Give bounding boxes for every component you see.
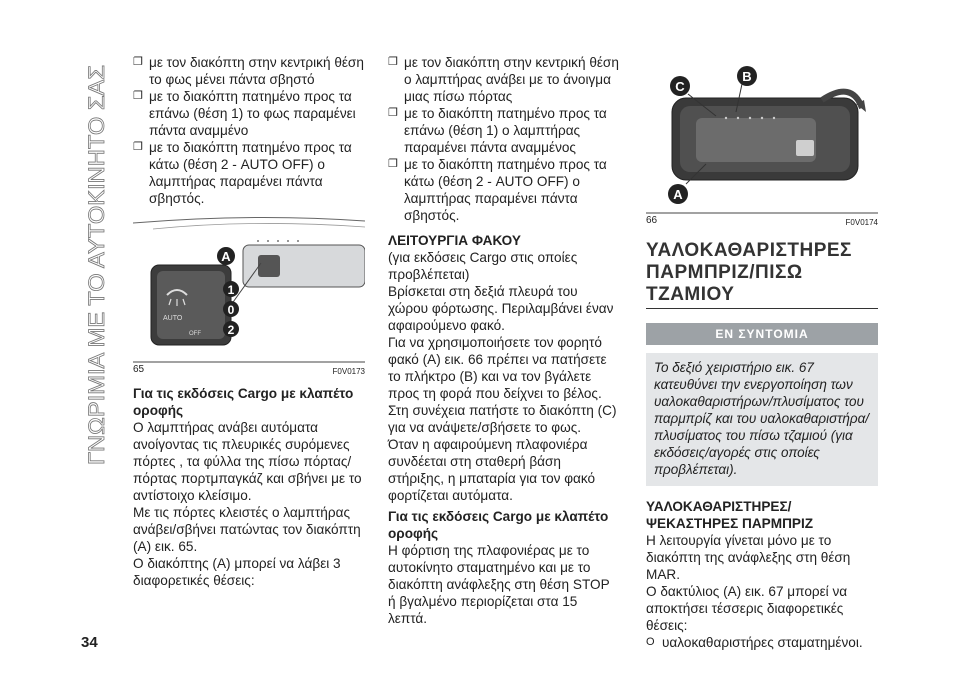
callout-1: 1 [227, 283, 235, 297]
paragraph: Ο δακτύλιος (A) εικ. 67 μπορεί να αποκτήσει τέσσερις διαφορετικές θέσεις: [646, 584, 848, 633]
callout-c: C [675, 79, 685, 94]
paragraph: Βρίσκεται στη δεξιά πλευρά του χώρου φόρτωσης. Περιλαμβάνει έναν αφαιρούμενο φακό. [388, 284, 614, 333]
section-heading: ΛΕΙΤΟΥΡΓΙΑ ΦΑΚΟΥ [388, 233, 521, 248]
paragraph: Ο διακόπτης (A) μπορεί να λάβει 3 διαφορετικές θέσεις: [133, 556, 341, 588]
callout-a: A [673, 187, 683, 202]
auto-label: AUTO [163, 315, 183, 322]
list-item: O υαλοκαθαριστήρες σταματημένοι. [646, 635, 863, 650]
column-1 [133, 54, 365, 589]
paragraph: Με τις πόρτες κλειστές ο λαμπτήρας ανάβει/σβήνει πατώντας τον διακόπτη (A) εικ. 65. [133, 505, 361, 554]
column-2 [388, 54, 620, 627]
section-heading: Για τις εκδόσεις Cargo με κλαπέτο οροφής [133, 386, 354, 418]
callout-b: B [742, 69, 752, 84]
bullet-icon: ❐ [133, 141, 143, 153]
paragraph: Η λειτουργία γίνεται μόνο με το διακόπτη της ανάφλεξης στη θέση MAR. [646, 533, 851, 582]
torch-illustration [646, 54, 878, 214]
summary-box: Το δεξιό χειριστήριο εικ. 67 κατευθύνει την ενεργοποίηση των υαλοκαθαριστήρων/πλυσίματος του παρμπρίζ και του υαλοκαθαριστήρα/πλυσίματος του πίσω τζαμιού (για εκδόσεις/αγορές στις οποίες προβλέπεται). [646, 353, 878, 486]
bullet-icon: ❐ [133, 90, 143, 102]
paragraph: (για εκδόσεις Cargo στις οποίες προβλέπεται) [388, 250, 578, 282]
section-heading: ΥΑΛΟΚΑΘΑΡΙΣΤΗΡΕΣ/ΨΕΚΑΣΤΗΡΕΣ ΠΑΡΜΠΡΙΖ [646, 499, 814, 531]
column-3 [646, 54, 878, 651]
summary-ribbon: ΕΝ ΣΥΝΤΟΜΙΑ [646, 323, 878, 345]
callout-a: A [221, 249, 231, 264]
section-title: ΥΑΛΟΚΑΘΑΡΙΣΤΗΡΕΣ ΠΑΡΜΠΡΙΖ/ΠΙΣΩ ΤΖΑΜΙΟΥ [646, 240, 852, 305]
ceiling-light-illustration [133, 215, 365, 363]
list-item: ❐ με το διακόπτη πατημένο προς τα κάτω (θέση 2 - AUTO OFF) ο λαμπτήρας παραμένει πάντα σβηστός. [388, 157, 607, 223]
figure-code: F0V0174 [845, 218, 878, 227]
bullet-icon: ❐ [388, 107, 398, 119]
off-label: OFF [189, 331, 201, 337]
page-number: 34 [81, 634, 98, 651]
list-item: ❐ με τον διακόπτη στην κεντρική θέση το φως μένει πάντα σβηστό [133, 55, 364, 87]
figure-number: 65 [133, 364, 145, 375]
paragraph: Η φόρτιση της πλαφονιέρας με το αυτοκίνητο σταματημένο και με το διακόπτη ανάφλεξης στη θέση STOP ή βγαλμένο περιορίζεται στα 15 λεπτά. [388, 543, 610, 626]
figure-number: 66 [646, 215, 658, 226]
side-title-text: ΓΝΩΡΙΜΙΑ ΜΕ ΤΟ ΑΥΤΟΚΙΝΗΤΟ ΣΑΣ [84, 93, 109, 465]
list-item: ❐ με το διακόπτη πατημένο προς τα επάνω (θέση 1) το φως παραμένει πάντα αναμμένο [133, 89, 356, 138]
bullet-icon: ❐ [388, 56, 398, 68]
bullet-icon: ❐ [388, 158, 398, 170]
list-item: ❐ με το διακόπτη πατημένο προς τα επάνω (θέση 1) ο λαμπτήρας παραμένει πάντα αναμμένος [388, 106, 607, 155]
paragraph: Όταν η αφαιρούμενη πλαφονιέρα συνδέεται στη σταθερή βάση στήριξης, η μπαταρία για τον φακό φορτίζεται αυτόματα. [388, 437, 596, 503]
stopped-marker: O [646, 636, 655, 648]
list-item: ❐ με το διακόπτη πατημένο προς τα κάτω (θέση 2 - AUTO OFF) ο λαμπτήρας παραμένει πάντα σβηστός. [133, 140, 352, 206]
figure-66 [646, 54, 878, 227]
list-item: ❐ με τον διακόπτη στην κεντρική θέση ο λαμπτήρας ανάβει με το άνοιγμα μιας πίσω πόρτας [388, 55, 619, 104]
figure-code: F0V0173 [332, 367, 365, 376]
title-rule [646, 308, 878, 309]
figure-65 [133, 215, 365, 376]
paragraph: Για να χρησιμοποιήσετε τον φορητό φακό (A) εικ. 66 πρέπει να πατήσετε το πλήκτρο (B) και να τον βγάλετε προς τη φορά που δείχνει το βέλος. Στη συνέχεια πατήστε το διακόπτη (C) για να ανάψετε/σβήσετε το φως. [388, 335, 617, 435]
callout-2: 2 [227, 323, 235, 337]
bullet-icon: ❐ [133, 56, 143, 68]
paragraph: Ο λαμπτήρας ανάβει αυτόματα ανοίγοντας τις πλευρικές συρόμενες πόρτες , τα φύλλα της πίσω πόρτας/πόρτας πορτμπαγκάζ και σβήνει με το αντίστοιχο κλείσιμο. [133, 420, 362, 503]
section-heading: Για τις εκδόσεις Cargo με κλαπέτο οροφής [388, 509, 609, 541]
side-title [78, 50, 114, 470]
callout-0: 0 [227, 303, 235, 317]
